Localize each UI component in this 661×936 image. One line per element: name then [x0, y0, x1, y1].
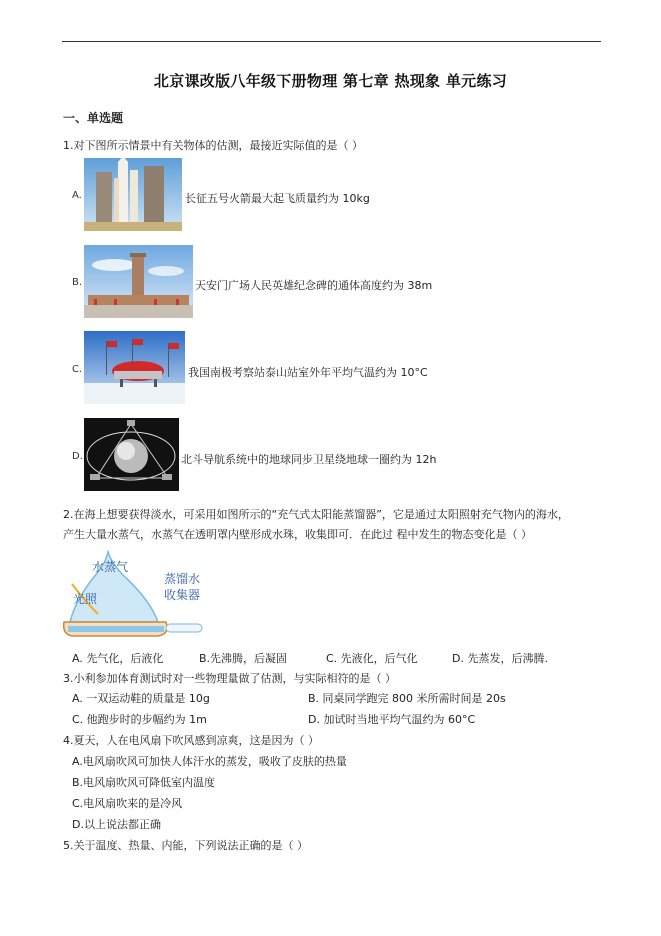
- q3-option-b: B. 同桌同学跑完 800 米所需时间是 20s: [308, 692, 506, 705]
- q3-stem: 3.小利参加体育测试时对一些物理量做了估测，与实际相符的是（ ）: [63, 672, 396, 685]
- q1-option-b-text: 天安门广场人民英雄纪念碑的通体高度约为 38m: [195, 279, 433, 292]
- collector-label-line1: 蒸馏水: [164, 572, 201, 586]
- vapor-label: 水蒸气: [92, 560, 129, 574]
- q1-option-d-letter: D.: [72, 451, 83, 462]
- q4-option-b: B.电风扇吹风可降低室内温度: [72, 776, 216, 789]
- q2-stem-line2: 产生大量水蒸气，水蒸气在透明罩内壁形成水珠，收集即可．在此过 程中发生的物态变化是（ ）: [63, 528, 532, 541]
- section-heading: 一、单选题: [63, 111, 124, 125]
- q5-stem: 5.关于温度、热量、内能，下列说法正确的是（ ）: [63, 839, 308, 852]
- q4-option-c: C.电风扇吹来的是冷风: [72, 797, 183, 810]
- q4-option-a: A.电风扇吹风可加快人体汗水的蒸发，吸收了皮肤的热量: [72, 755, 347, 768]
- q1-option-d-text: 北斗导航系统中的地球同步卫星绕地球一圈约为 12h: [181, 453, 437, 466]
- q1-option-a-text: 长征五号火箭最大起飞质量约为 10kg: [185, 192, 370, 205]
- q3-option-d: D. 加试时当地平均气温约为 60°C: [308, 713, 476, 726]
- q1-option-c-text: 我国南极考察站泰山站室外年平均气温约为 10°C: [188, 366, 428, 379]
- monument-image: [84, 245, 193, 318]
- collector-label-line2: 收集器: [164, 588, 201, 602]
- q4-option-d: D.以上说法都正确: [72, 818, 161, 831]
- light-label: 光照: [73, 592, 98, 606]
- q2-option-a: A. 先气化，后液化: [72, 652, 164, 665]
- satellite-orbit-image: [84, 418, 179, 491]
- rocket-image: [84, 158, 182, 231]
- antarctic-station-image: [84, 331, 185, 404]
- q3-option-c: C. 他跑步时的步幅约为 1m: [72, 713, 207, 726]
- q1-option-b-letter: B.: [72, 277, 83, 288]
- q2-option-b: B.先沸腾，后凝固: [199, 652, 288, 665]
- page-title: 北京课改版八年级下册物理 第七章 热现象 单元练习: [153, 72, 508, 90]
- q1-stem: 1.对下图所示情景中有关物体的估测，最接近实际值的是（ ）: [63, 139, 363, 152]
- q2-stem-line1: 2.在海上想要获得淡水，可采用如图所示的“充气式太阳能蒸馏器”，它是通过太阳照射充气物内的海水，: [63, 508, 569, 521]
- q1-option-c-letter: C.: [72, 364, 83, 375]
- q4-stem: 4.夏天，人在电风扇下吹风感到凉爽，这是因为（ ）: [63, 734, 319, 747]
- q3-option-a: A. 一双运动鞋的质量是 10g: [72, 692, 210, 705]
- q2-option-c: C. 先液化，后气化: [326, 652, 418, 665]
- q2-option-d: D. 先蒸发，后沸腾.: [452, 652, 548, 665]
- q1-option-a-letter: A.: [72, 190, 82, 201]
- header-rule: [62, 41, 601, 42]
